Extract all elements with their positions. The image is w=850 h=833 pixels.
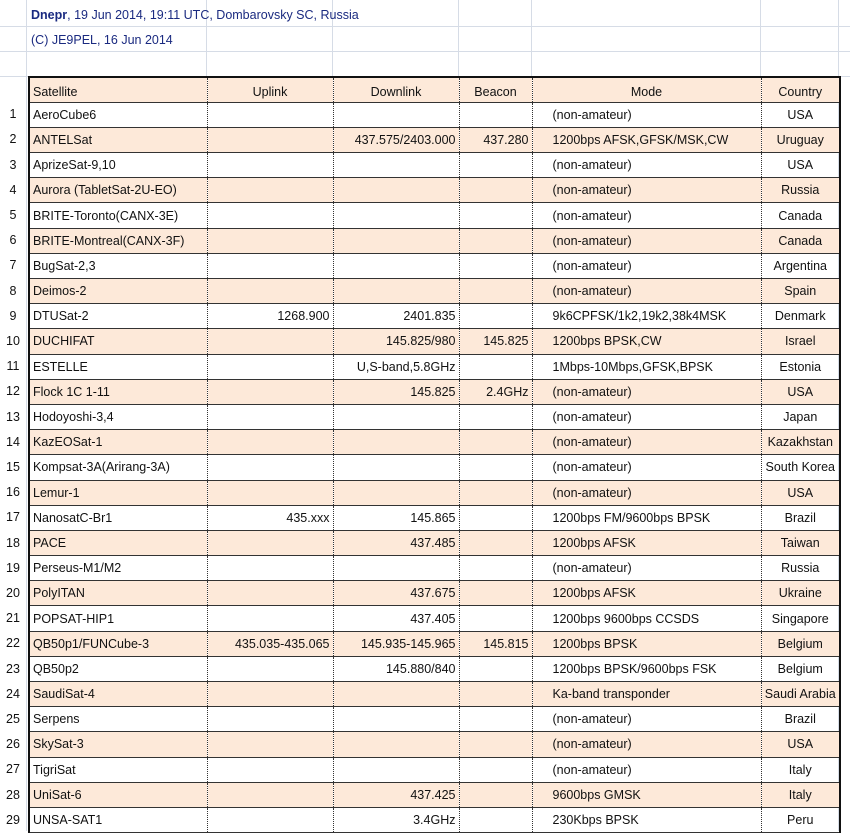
- cell-mode: Ka-band transponder: [532, 682, 761, 707]
- cell-satellite: Flock 1C 1-11: [29, 379, 207, 404]
- cell-downlink: 145.880/840: [333, 656, 459, 681]
- cell-uplink: [207, 430, 333, 455]
- cell-satellite: BRITE-Montreal(CANX-3F): [29, 228, 207, 253]
- row-number: 18: [6, 535, 20, 550]
- row-number: 9: [9, 308, 17, 323]
- table-row: [29, 505, 840, 530]
- cell-country: USA: [761, 732, 840, 757]
- cell-satellite: AeroCube6: [29, 102, 207, 127]
- cell-uplink: [207, 807, 333, 832]
- cell-mode: 1200bps AFSK: [532, 530, 761, 555]
- cell-country: Italy: [761, 757, 840, 782]
- cell-country: Estonia: [761, 354, 840, 379]
- cell-satellite: ESTELLE: [29, 354, 207, 379]
- row-number: 2: [9, 132, 17, 147]
- row-number: 12: [6, 384, 20, 399]
- row-number: 11: [6, 359, 20, 374]
- satellite-table: [28, 76, 841, 833]
- cell-uplink: [207, 782, 333, 807]
- table-row: [29, 279, 840, 304]
- cell-beacon: [459, 707, 532, 732]
- cell-mode: (non-amateur): [532, 203, 761, 228]
- cell-uplink: [207, 203, 333, 228]
- cell-satellite: SkySat-3: [29, 732, 207, 757]
- row-number: 27: [6, 762, 20, 777]
- cell-downlink: 145.825: [333, 379, 459, 404]
- cell-mode: 9k6CPFSK/1k2,19k2,38k4MSK: [532, 304, 761, 329]
- table-body: [29, 102, 840, 832]
- cell-uplink: [207, 530, 333, 555]
- row-number: 1: [9, 107, 17, 122]
- table-row: [29, 203, 840, 228]
- row-number: 7: [9, 258, 17, 273]
- cell-downlink: 145.825/980: [333, 329, 459, 354]
- cell-uplink: [207, 480, 333, 505]
- cell-uplink: 1268.900: [207, 304, 333, 329]
- cell-uplink: [207, 455, 333, 480]
- table-row: [29, 556, 840, 581]
- cell-country: Brazil: [761, 707, 840, 732]
- cell-mode: 1200bps AFSK: [532, 581, 761, 606]
- cell-mode: 1Mbps-10Mbps,GFSK,BPSK: [532, 354, 761, 379]
- cell-beacon: [459, 505, 532, 530]
- cell-mode: 1200bps FM/9600bps BPSK: [532, 505, 761, 530]
- cell-country: Uruguay: [761, 127, 840, 152]
- cell-mode: (non-amateur): [532, 153, 761, 178]
- cell-satellite: Aurora (TabletSat-2U-EO): [29, 178, 207, 203]
- cell-uplink: 435.xxx: [207, 505, 333, 530]
- cell-beacon: [459, 279, 532, 304]
- cell-mode: (non-amateur): [532, 102, 761, 127]
- cell-downlink: [333, 404, 459, 429]
- cell-mode: (non-amateur): [532, 480, 761, 505]
- cell-country: Kazakhstan: [761, 430, 840, 455]
- table-row: [29, 606, 840, 631]
- cell-country: Singapore: [761, 606, 840, 631]
- row-number: 5: [9, 208, 17, 222]
- cell-satellite: PACE: [29, 530, 207, 555]
- cell-uplink: [207, 606, 333, 631]
- cell-satellite: KazEOSat-1: [29, 430, 207, 455]
- cell-mode: (non-amateur): [532, 732, 761, 757]
- cell-uplink: [207, 253, 333, 278]
- cell-uplink: [207, 581, 333, 606]
- table-row: [29, 379, 840, 404]
- cell-downlink: 145.865: [333, 505, 459, 530]
- cell-beacon: [459, 732, 532, 757]
- cell-country: Belgium: [761, 656, 840, 681]
- cell-uplink: [207, 656, 333, 681]
- cell-satellite: UNSA-SAT1: [29, 807, 207, 832]
- row-number: 26: [6, 737, 20, 752]
- table-row: [29, 530, 840, 555]
- cell-downlink: [333, 178, 459, 203]
- cell-beacon: [459, 304, 532, 329]
- cell-satellite: DTUSat-2: [29, 304, 207, 329]
- cell-uplink: [207, 153, 333, 178]
- table-row: [29, 757, 840, 782]
- cell-satellite: Lemur-1: [29, 480, 207, 505]
- row-number: 10: [6, 334, 20, 348]
- cell-satellite: TigriSat: [29, 757, 207, 782]
- cell-mode: (non-amateur): [532, 430, 761, 455]
- cell-mode: 9600bps GMSK: [532, 782, 761, 807]
- launch-info: , 19 Jun 2014, 19:11 UTC, Dombarovsky SC, Russia: [67, 8, 359, 22]
- cell-uplink: [207, 127, 333, 152]
- col-header-mode: Mode: [532, 77, 761, 102]
- cell-country: Brazil: [761, 505, 840, 530]
- cell-beacon: [459, 228, 532, 253]
- table-row: [29, 253, 840, 278]
- cell-beacon: [459, 102, 532, 127]
- cell-beacon: [459, 203, 532, 228]
- row-number: 29: [6, 812, 20, 827]
- cell-downlink: [333, 556, 459, 581]
- cell-satellite: Kompsat-3A(Arirang-3A): [29, 455, 207, 480]
- cell-satellite: UniSat-6: [29, 782, 207, 807]
- row-number: 14: [6, 434, 20, 449]
- cell-satellite: Hodoyoshi-3,4: [29, 404, 207, 429]
- cell-satellite: AprizeSat-9,10: [29, 153, 207, 178]
- launch-title: [31, 8, 359, 22]
- cell-uplink: [207, 102, 333, 127]
- cell-uplink: [207, 707, 333, 732]
- cell-downlink: [333, 153, 459, 178]
- table-row: [29, 682, 840, 707]
- cell-beacon: [459, 404, 532, 429]
- cell-downlink: 145.935-145.965: [333, 631, 459, 656]
- cell-satellite: Perseus-M1/M2: [29, 556, 207, 581]
- cell-beacon: [459, 782, 532, 807]
- cell-country: Taiwan: [761, 530, 840, 555]
- table-row: [29, 480, 840, 505]
- cell-country: USA: [761, 102, 840, 127]
- row-number: 4: [9, 182, 17, 197]
- cell-satellite: Serpens: [29, 707, 207, 732]
- cell-mode: 1200bps AFSK,GFSK/MSK,CW: [532, 127, 761, 152]
- cell-beacon: [459, 581, 532, 606]
- cell-mode: 230Kbps BPSK: [532, 807, 761, 832]
- cell-mode: 1200bps BPSK/9600bps FSK: [532, 656, 761, 681]
- cell-downlink: [333, 279, 459, 304]
- cell-beacon: 145.815: [459, 631, 532, 656]
- table-row: [29, 404, 840, 429]
- cell-downlink: 437.405: [333, 606, 459, 631]
- cell-downlink: [333, 203, 459, 228]
- cell-country: South Korea: [761, 455, 840, 480]
- cell-mode: (non-amateur): [532, 379, 761, 404]
- cell-beacon: [459, 354, 532, 379]
- cell-beacon: [459, 430, 532, 455]
- cell-satellite: BugSat-2,3: [29, 253, 207, 278]
- cell-uplink: 435.035-435.065: [207, 631, 333, 656]
- row-number: 17: [6, 510, 20, 525]
- table-row: [29, 581, 840, 606]
- cell-downlink: [333, 228, 459, 253]
- cell-downlink: 437.675: [333, 581, 459, 606]
- cell-country: Russia: [761, 178, 840, 203]
- cell-country: Denmark: [761, 304, 840, 329]
- row-number: 6: [9, 233, 17, 248]
- row-number: 8: [9, 283, 17, 298]
- cell-country: USA: [761, 379, 840, 404]
- cell-uplink: [207, 732, 333, 757]
- cell-mode: 1200bps 9600bps CCSDS: [532, 606, 761, 631]
- table-row: [29, 304, 840, 329]
- cell-downlink: 2401.835: [333, 304, 459, 329]
- table-row: [29, 732, 840, 757]
- cell-mode: (non-amateur): [532, 228, 761, 253]
- cell-uplink: [207, 279, 333, 304]
- cell-beacon: [459, 178, 532, 203]
- cell-satellite: SaudiSat-4: [29, 682, 207, 707]
- cell-downlink: 437.485: [333, 530, 459, 555]
- cell-downlink: [333, 707, 459, 732]
- cell-country: Argentina: [761, 253, 840, 278]
- cell-beacon: [459, 556, 532, 581]
- table-row: [29, 102, 840, 127]
- cell-uplink: [207, 404, 333, 429]
- table-row: [29, 430, 840, 455]
- cell-uplink: [207, 228, 333, 253]
- cell-downlink: [333, 682, 459, 707]
- cell-country: Italy: [761, 782, 840, 807]
- cell-satellite: QB50p1/FUNCube-3: [29, 631, 207, 656]
- cell-mode: (non-amateur): [532, 707, 761, 732]
- col-header-uplink: Uplink: [207, 77, 333, 102]
- row-number: 22: [6, 636, 20, 651]
- cell-country: Belgium: [761, 631, 840, 656]
- cell-country: Canada: [761, 228, 840, 253]
- cell-uplink: [207, 682, 333, 707]
- col-header-country: Country: [761, 77, 840, 102]
- cell-beacon: [459, 757, 532, 782]
- cell-mode: (non-amateur): [532, 279, 761, 304]
- cell-satellite: DUCHIFAT: [29, 329, 207, 354]
- cell-beacon: [459, 153, 532, 178]
- row-number: 19: [6, 560, 20, 575]
- cell-mode: (non-amateur): [532, 178, 761, 203]
- cell-mode: 1200bps BPSK: [532, 631, 761, 656]
- table-row: [29, 807, 840, 832]
- cell-satellite: NanosatC-Br1: [29, 505, 207, 530]
- row-number: 21: [6, 611, 20, 626]
- cell-beacon: [459, 656, 532, 681]
- table-row: [29, 782, 840, 807]
- table-row: [29, 178, 840, 203]
- cell-beacon: [459, 606, 532, 631]
- table-row: [29, 153, 840, 178]
- cell-beacon: 437.280: [459, 127, 532, 152]
- cell-uplink: [207, 556, 333, 581]
- cell-downlink: [333, 455, 459, 480]
- cell-uplink: [207, 354, 333, 379]
- cell-satellite: ANTELSat: [29, 127, 207, 152]
- table-row: [29, 228, 840, 253]
- cell-country: USA: [761, 480, 840, 505]
- cell-downlink: [333, 757, 459, 782]
- cell-beacon: [459, 807, 532, 832]
- row-number: 3: [9, 157, 17, 172]
- table-row: [29, 707, 840, 732]
- cell-mode: (non-amateur): [532, 757, 761, 782]
- cell-downlink: [333, 480, 459, 505]
- cell-downlink: U,S-band,5.8GHz: [333, 354, 459, 379]
- cell-country: Spain: [761, 279, 840, 304]
- cell-uplink: [207, 757, 333, 782]
- copyright-line: (C) JE9PEL, 16 Jun 2014: [31, 33, 173, 47]
- cell-country: Japan: [761, 404, 840, 429]
- cell-uplink: [207, 379, 333, 404]
- cell-beacon: [459, 253, 532, 278]
- cell-satellite: PolyITAN: [29, 581, 207, 606]
- cell-country: Canada: [761, 203, 840, 228]
- cell-downlink: 437.425: [333, 782, 459, 807]
- cell-beacon: [459, 530, 532, 555]
- table-row: [29, 127, 840, 152]
- cell-downlink: 437.575/2403.000: [333, 127, 459, 152]
- row-number: 28: [6, 787, 20, 802]
- cell-downlink: [333, 102, 459, 127]
- cell-uplink: [207, 329, 333, 354]
- table-row: [29, 455, 840, 480]
- cell-beacon: [459, 682, 532, 707]
- cell-downlink: 3.4GHz: [333, 807, 459, 832]
- cell-uplink: [207, 178, 333, 203]
- cell-beacon: 145.825: [459, 329, 532, 354]
- cell-mode: (non-amateur): [532, 455, 761, 480]
- cell-beacon: [459, 480, 532, 505]
- cell-mode: (non-amateur): [532, 253, 761, 278]
- row-number: 16: [6, 485, 20, 500]
- col-header-downlink: Downlink: [333, 77, 459, 102]
- cell-satellite: POPSAT-HIP1: [29, 606, 207, 631]
- cell-downlink: [333, 253, 459, 278]
- cell-satellite: BRITE-Toronto(CANX-3E): [29, 203, 207, 228]
- cell-country: Saudi Arabia: [761, 682, 840, 707]
- row-number: 15: [6, 460, 20, 474]
- cell-satellite: Deimos-2: [29, 279, 207, 304]
- cell-downlink: [333, 430, 459, 455]
- table-row: [29, 354, 840, 379]
- launch-name: Dnepr: [31, 8, 68, 22]
- table-row: [29, 631, 840, 656]
- col-header-beacon: Beacon: [459, 77, 532, 102]
- cell-mode: (non-amateur): [532, 404, 761, 429]
- cell-country: Israel: [761, 329, 840, 354]
- cell-mode: 1200bps BPSK,CW: [532, 329, 761, 354]
- cell-downlink: [333, 732, 459, 757]
- table-header-row: [29, 77, 840, 102]
- table-row: [29, 329, 840, 354]
- row-number: 25: [6, 712, 20, 726]
- cell-beacon: [459, 455, 532, 480]
- cell-satellite: QB50p2: [29, 656, 207, 681]
- table-row: [29, 656, 840, 681]
- cell-country: Ukraine: [761, 581, 840, 606]
- row-number: 20: [6, 586, 20, 600]
- row-number: 24: [6, 686, 20, 701]
- cell-country: USA: [761, 153, 840, 178]
- cell-country: Russia: [761, 556, 840, 581]
- row-number: 23: [6, 661, 20, 676]
- cell-country: Peru: [761, 807, 840, 832]
- row-number: 13: [6, 409, 20, 424]
- cell-mode: (non-amateur): [532, 556, 761, 581]
- col-header-satellite: Satellite: [29, 77, 207, 102]
- cell-beacon: 2.4GHz: [459, 379, 532, 404]
